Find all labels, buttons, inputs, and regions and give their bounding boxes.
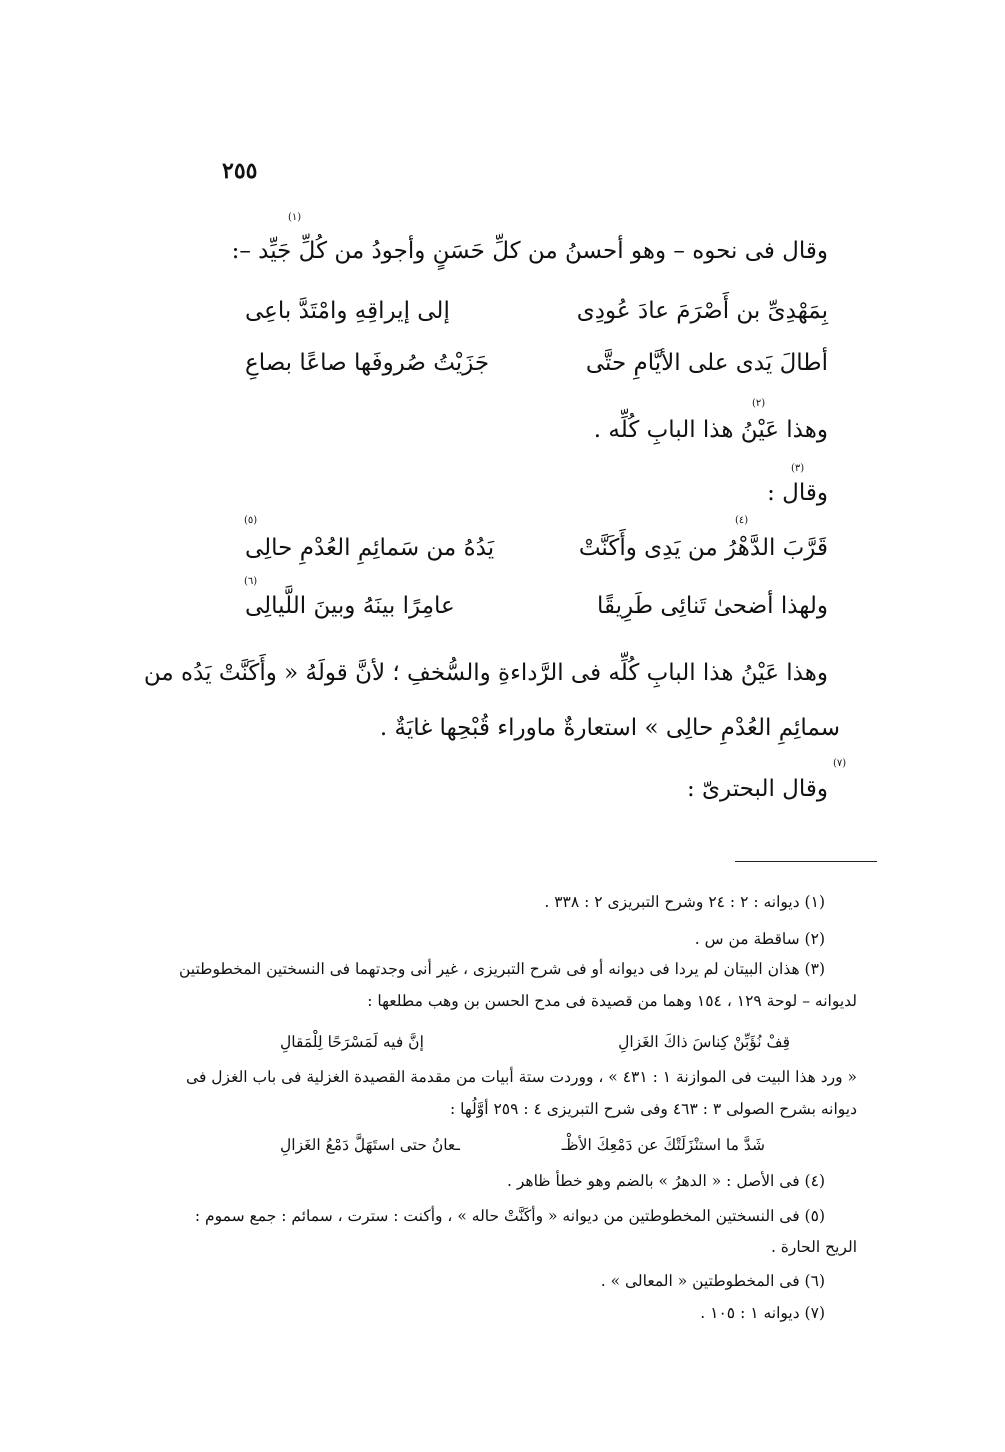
footnote-7: (٧) ديوانه ١ : ١٠٥ .: [700, 1304, 825, 1322]
verse-1-first: بِمَهْدِىِّ بن أَصْرَمَ عادَ عُودِى: [576, 298, 828, 324]
footnote-4: (٤) فى الأصل : « الدهرُ » بالضم وهو خطأ ظاهر .: [506, 1172, 825, 1190]
note-mark-5: (٥): [244, 515, 258, 526]
verse-3-first: قَرَّبَ الدَّهْرُ من يَدِى وأَكَنَّتْ: [578, 535, 828, 561]
note-mark-3: (٣): [791, 463, 805, 474]
verse-2-second: جَزَيْتُ صُروفَها صاعًا بصاعِ: [245, 350, 490, 376]
footnote-3-verse2-first: شَدَّ ما استنْزَلَتْكَ عن دَمْعِكَ الأظْـ: [561, 1136, 765, 1154]
verse-4-second: عامِرًا بينَهُ وبينَ اللَّيالِى: [245, 593, 455, 619]
comment-2-line-2: سمائِمِ العُدْمِ حالِى » استعارةٌ ماوراء قُبْحِها غايَةٌ .: [379, 715, 840, 741]
footnote-3-verse-second: إنَّ فيه لَمَسْرَحًا لِلْمَقالِ: [280, 1033, 424, 1051]
verse-4-first: ولهذا أضحىٰ تَنائِى طَرِيقًا: [596, 593, 828, 619]
footnote-3-line-1: (٣) هذان البيتان لم يردا فى ديوانه أو فى شرح التبريزى ، غير أنى وجدتهما فى النسختين المخطوطتين: [178, 960, 825, 978]
footnote-3-line-2: لديوانه – لوحة ١٢٩ ، ١٥٤ وهما من قصيدة فى مدح الحسن بن وهب مطلعها :: [367, 992, 857, 1010]
note-mark-7: (٧): [833, 758, 847, 769]
page-number: ٢٥٥: [222, 158, 258, 184]
footnote-separator: [735, 861, 877, 862]
footnote-1: (١) ديوانه : ٢ : ٢٤ وشرح التبريزى ٢ : ٣٣٨ .: [544, 893, 825, 911]
note-mark-2: (٢): [752, 398, 766, 409]
footnote-3-verse-first: قِفْ نُؤَبِّنْ كِناسَ ذاكَ الغَزالِ: [618, 1033, 790, 1051]
verse-3-second: يَدُهُ من سَمائِمِ العُدْمِ حالِى: [245, 535, 495, 561]
footnote-3-line-3: « ورد هذا البيت فى الموازنة ١ : ٤٣١ » ، ووردت ستة أبيات من مقدمة القصيدة الغزلية فى باب الغزل فى: [186, 1068, 857, 1086]
footnote-2: (٢) ساقطة من س .: [694, 930, 825, 948]
comment-2-line-1: وهذا عَيْنُ هذا البابِ كُلِّه فى الرَّداءةِ والسُّخفِ ؛ لأنَّ قولَهُ « وأَكَنَّتْ يَدُه من: [143, 660, 828, 686]
note-mark-6: (٦): [244, 576, 258, 587]
footnote-6: (٦) فى المخطوطتين « المعالى » .: [600, 1272, 825, 1290]
footnote-5-line-1: (٥) فى النسختين المخطوطتين من ديوانه « وأكَنَّتْ حاله » ، وأكنت : سترت ، سمائم : جمع سموم :: [194, 1207, 825, 1225]
note-mark-4: (٤): [735, 515, 749, 526]
footnote-5-line-2: الريح الحارة .: [770, 1238, 857, 1256]
footnote-3-line-4: ديوانه بشرح الصولى ٣ : ٤٦٣ وفى شرح التبريزى ٤ : ٢٥٩ أوَّلُها :: [449, 1100, 857, 1118]
said-3: وقال البحترىّ :: [686, 776, 828, 802]
verse-1-second: إلى إيراقِهِ وامْتَدَّ باعِى: [245, 298, 450, 324]
verse-2-first: أطالَ يَدى على الأيَّامِ حتَّى: [585, 350, 828, 376]
footnote-3-verse2-second: ـعانُ حتى استَهَلَّ دَمْعُ الغَزالِ: [280, 1136, 460, 1154]
note-mark-1: (١): [288, 212, 302, 223]
said-2: وقال :: [767, 480, 828, 506]
comment-1: وهذا عَيْنُ هذا البابِ كُلِّه .: [593, 417, 828, 443]
intro-line: وقال فى نحوه – وهو أحسنُ من كلِّ حَسَنٍ وأجودُ من كُلِّ جَيِّد –:: [231, 238, 828, 264]
